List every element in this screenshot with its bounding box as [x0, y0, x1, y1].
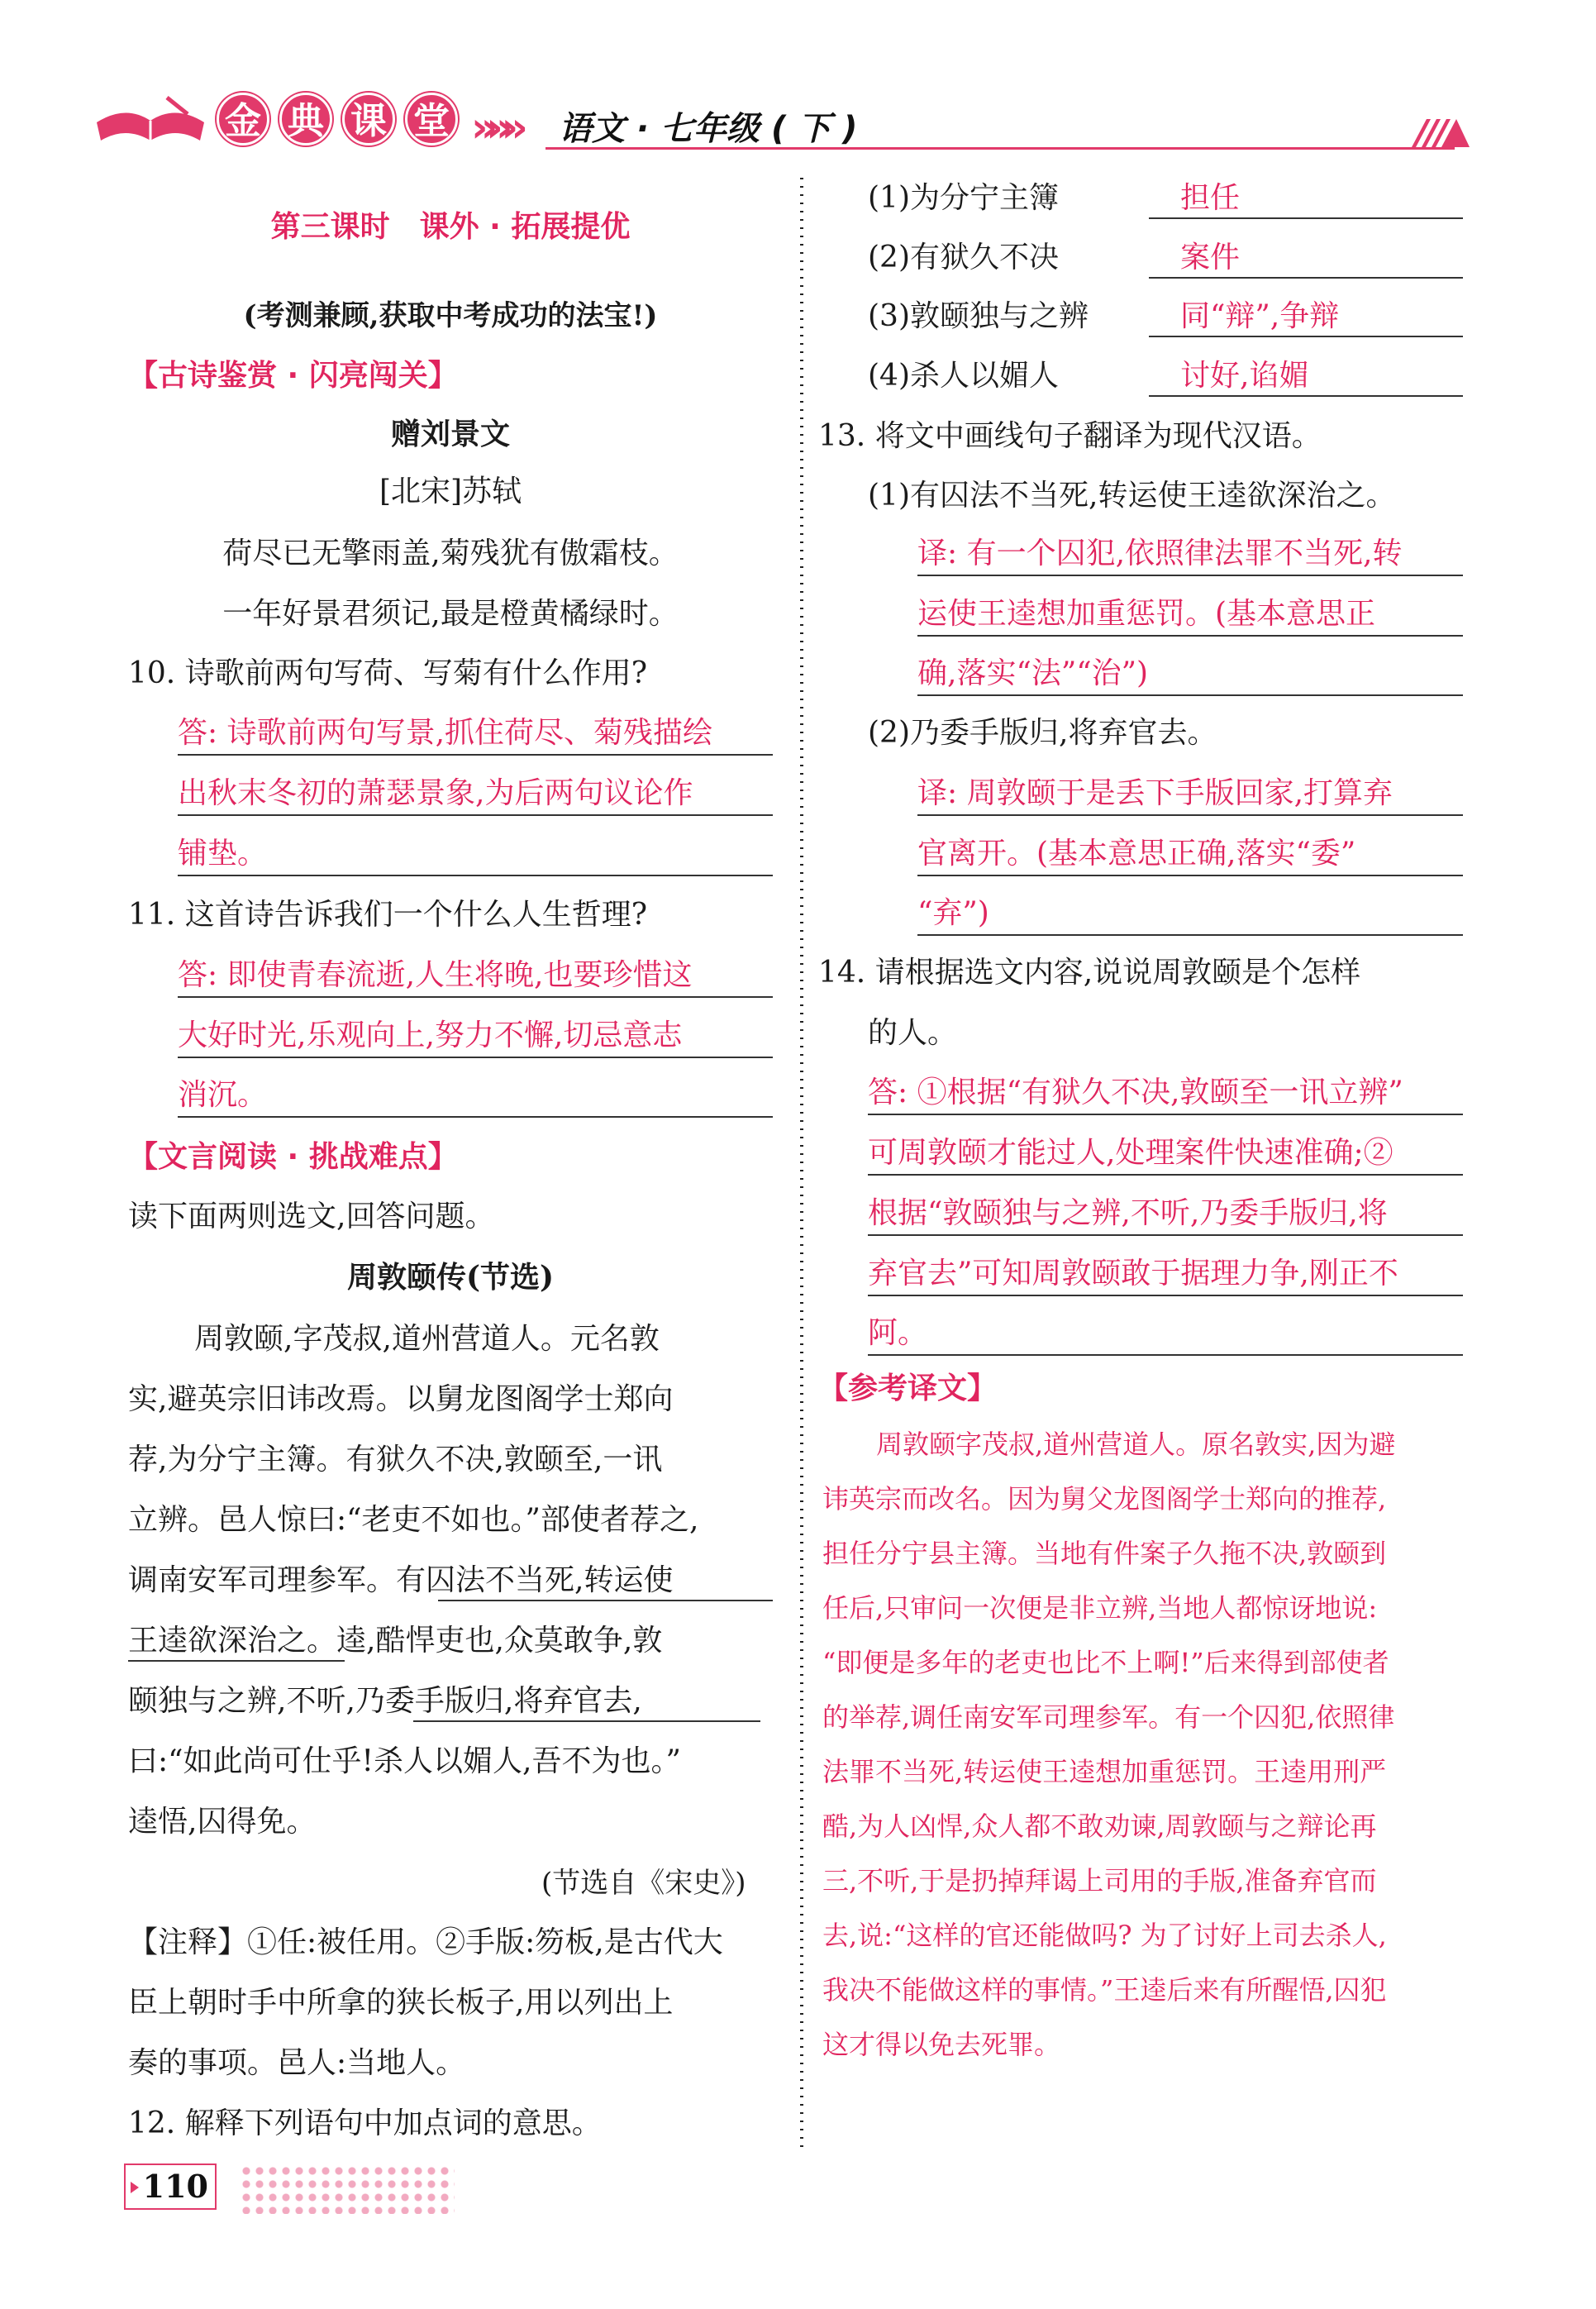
brand-char-1: 金 — [217, 93, 269, 146]
answer-rule — [917, 635, 1463, 637]
question-14: 14. 请根据选文内容,说说周敦颐是个怎样 — [818, 956, 1361, 990]
poem-line: 一年好景君须记,最是橙黄橘绿时。 — [222, 597, 679, 631]
notes-line: 【注释】①任:被任用。②手版:笏板,是古代大 — [128, 1925, 723, 1959]
subject-title: 语文 · 七年级 ( 下 ) — [559, 110, 858, 148]
instruction: 读下面两则选文,回答问题。 — [128, 1200, 495, 1233]
underline-mark — [413, 1720, 760, 1722]
question-10: 10. 诗歌前两句写荷、写菊有什么作用? — [128, 656, 647, 690]
brand-char-4: 堂 — [405, 93, 458, 146]
answer-line: 答: 即使青春流逝,人生将晚,也要珍惜这 — [178, 958, 693, 992]
reference-line: 三,不听,于是扔掉拜谒上司用的手版,准备弃官而 — [822, 1865, 1377, 1896]
text-line: 曰:“如此尚可仕乎!杀人以媚人,吾不为也。” — [128, 1744, 681, 1778]
reference-line: 我决不能做这样的事情。”王逵后来有所醒悟,囚犯 — [822, 1974, 1387, 2006]
chevrons-right-icon: »»» — [471, 103, 517, 151]
notes-line: 奏的事项。邑人:当地人。 — [128, 2046, 466, 2080]
text-line: 王逵欲深治之。逵,酷悍吏也,众莫敢争,敦 — [128, 1624, 663, 1658]
question-11: 11. 这首诗告诉我们一个什么人生哲理? — [128, 898, 647, 932]
poem-line: 荷尽已无擎雨盖,菊残犹有傲霜枝。 — [222, 537, 679, 570]
text-line: 周敦颐,字茂叔,道州营道人。元名敦 — [194, 1322, 660, 1356]
answer-rule — [868, 1354, 1463, 1356]
brand-char-2: 典 — [279, 93, 332, 146]
reference-line: 担任分宁县主簿。当地有件案子久拖不决,敦颐到 — [822, 1538, 1387, 1569]
lesson-title: 第三课时 课外 · 拓展提优 — [270, 210, 631, 244]
answer-rule — [917, 934, 1463, 936]
header-divider — [545, 147, 1455, 150]
text-line: 立辨。邑人惊曰:“老吏不如也。”部使者荐之, — [128, 1503, 699, 1537]
answer-rule — [917, 694, 1463, 696]
reference-line: 任后,只审问一次便是非立辨,当地人都惊讶地说: — [822, 1592, 1378, 1624]
answer-line: 译: 周敦颐于是丢下手版回家,打算弃 — [917, 776, 1394, 810]
poem-author: [北宋]苏轼 — [379, 475, 522, 508]
q12-item: (2)有狱久不决 — [868, 241, 1059, 274]
section-reference-heading: 【参考译文】 — [818, 1372, 998, 1405]
answer-line: 官离开。(基本意思正确,落实“委” — [917, 837, 1356, 871]
answer-rule — [1149, 336, 1463, 337]
q13-sub: (1)有囚法不当死,转运使王逵欲深治之。 — [868, 479, 1396, 513]
answer-line: 答: ①根据“有狱久不决,敦颐至一讯立辨” — [868, 1076, 1403, 1109]
reference-line: 讳英宗而改名。因为舅父龙图阁学士郑向的推荐, — [822, 1483, 1387, 1515]
answer-rule — [868, 1174, 1463, 1176]
answer-line: 可周敦颐才能过人,处理案件快速准确;② — [868, 1136, 1394, 1170]
q13-sub: (2)乃委手版归,将弃官去。 — [868, 716, 1217, 750]
text-line: 颐独与之辨,不听,乃委手版归,将弃官去, — [128, 1684, 642, 1718]
answer-rule — [868, 1295, 1463, 1296]
underline-mark — [438, 1600, 773, 1601]
answer-line: 阿。 — [868, 1316, 928, 1350]
reference-line: 这才得以免去死罪。 — [822, 2029, 1061, 2060]
page-header — [0, 0, 1596, 165]
reference-line: 周敦颐字茂叔,道州营道人。原名敦实,因为避 — [876, 1429, 1396, 1460]
answer-line: 确,落实“法”“治”) — [917, 656, 1149, 690]
q12-answer: 讨好,谄媚 — [1180, 359, 1309, 393]
underline-mark — [128, 1660, 345, 1662]
reference-line: “即便是多年的老吏也比不上啊!”后来得到部使者 — [822, 1647, 1389, 1678]
answer-line: 运使王逵想加重惩罚。(基本意思正 — [917, 597, 1376, 631]
reference-line: 酷,为人凶悍,众人都不敢劝谏,周敦颐与之辩论再 — [822, 1810, 1377, 1842]
column-divider — [800, 178, 803, 2154]
q12-answer: 同“辩”,争辩 — [1180, 299, 1340, 333]
answer-line: 出秋末冬初的萧瑟景象,为后两句议论作 — [178, 776, 693, 810]
text-title: 周敦颐传(节选) — [346, 1260, 555, 1295]
answer-rule — [178, 1116, 773, 1118]
reference-line: 去,说:“这样的官还能做吗? 为了讨好上司去杀人, — [822, 1920, 1387, 1951]
corner-stripes-icon — [1405, 116, 1471, 149]
q12-answer: 担任 — [1180, 181, 1241, 215]
answer-rule — [917, 575, 1463, 576]
answer-line: “弃”) — [917, 896, 989, 930]
brand-char-3: 课 — [342, 93, 395, 146]
answer-line: 消沉。 — [178, 1078, 268, 1112]
q12-item: (3)敦颐独与之辨 — [868, 299, 1089, 333]
section-poem-heading: 【古诗鉴赏 · 闪亮闯关】 — [128, 359, 458, 393]
answer-rule — [178, 814, 773, 816]
text-line: 实,避英宗旧讳改焉。以舅龙图阁学士郑向 — [128, 1382, 674, 1416]
answer-rule — [1149, 395, 1463, 397]
answer-rule — [868, 1114, 1463, 1115]
text-line: 逵悟,囚得免。 — [128, 1805, 317, 1839]
answer-rule — [178, 754, 773, 756]
answer-rule — [917, 814, 1463, 816]
answer-line: 译: 有一个囚犯,依照律法罪不当死,转 — [917, 537, 1403, 570]
text-line: 荐,为分宁主簿。有狱久不决,敦颐至,一讯 — [128, 1443, 663, 1477]
text-line: 调南安军司理参军。有囚法不当死,转运使 — [128, 1563, 674, 1597]
text-source: (节选自《宋史》) — [541, 1867, 746, 1900]
answer-rule — [1149, 217, 1463, 219]
answer-rule — [1149, 277, 1463, 279]
question-13: 13. 将文中画线句子翻译为现代汉语。 — [818, 419, 1322, 453]
answer-rule — [917, 875, 1463, 876]
reference-line: 的举荐,调任南安军司理参军。有一个囚犯,依照律 — [822, 1701, 1395, 1733]
q12-answer: 案件 — [1180, 241, 1241, 274]
answer-line: 弃官去”可知周敦颐敢于据理力争,刚正不 — [868, 1257, 1398, 1290]
poem-title: 赠刘景文 — [390, 417, 510, 451]
notes-line: 臣上朝时手中所拿的狭长板子,用以列出上 — [128, 1986, 674, 2020]
answer-line: 答: 诗歌前两句写景,抓住荷尽、菊残描绘 — [178, 716, 713, 750]
decorative-dots — [240, 2164, 455, 2214]
open-book-logo-icon — [93, 89, 208, 147]
answer-rule — [178, 875, 773, 876]
answer-rule — [178, 996, 773, 998]
answer-rule — [868, 1234, 1463, 1236]
page-number: 110 — [124, 2163, 217, 2210]
section-classical-heading: 【文言阅读 · 挑战难点】 — [128, 1140, 458, 1174]
q12-item: (1)为分宁主簿 — [868, 181, 1059, 215]
answer-line: 根据“敦颐独与之辨,不听,乃委手版归,将 — [868, 1196, 1388, 1230]
answer-rule — [178, 1057, 773, 1058]
question-12: 12. 解释下列语句中加点词的意思。 — [128, 2106, 602, 2140]
answer-line: 铺垫。 — [178, 837, 268, 871]
q12-item: (4)杀人以媚人 — [868, 359, 1059, 393]
reference-line: 法罪不当死,转运使王逵想加重惩罚。王逵用刑严 — [822, 1756, 1387, 1787]
question-14-cont: 的人。 — [868, 1016, 958, 1050]
answer-line: 大好时光,乐观向上,努力不懈,切忌意志 — [178, 1019, 683, 1052]
motto: (考测兼顾,获取中考成功的法宝!) — [243, 299, 658, 332]
